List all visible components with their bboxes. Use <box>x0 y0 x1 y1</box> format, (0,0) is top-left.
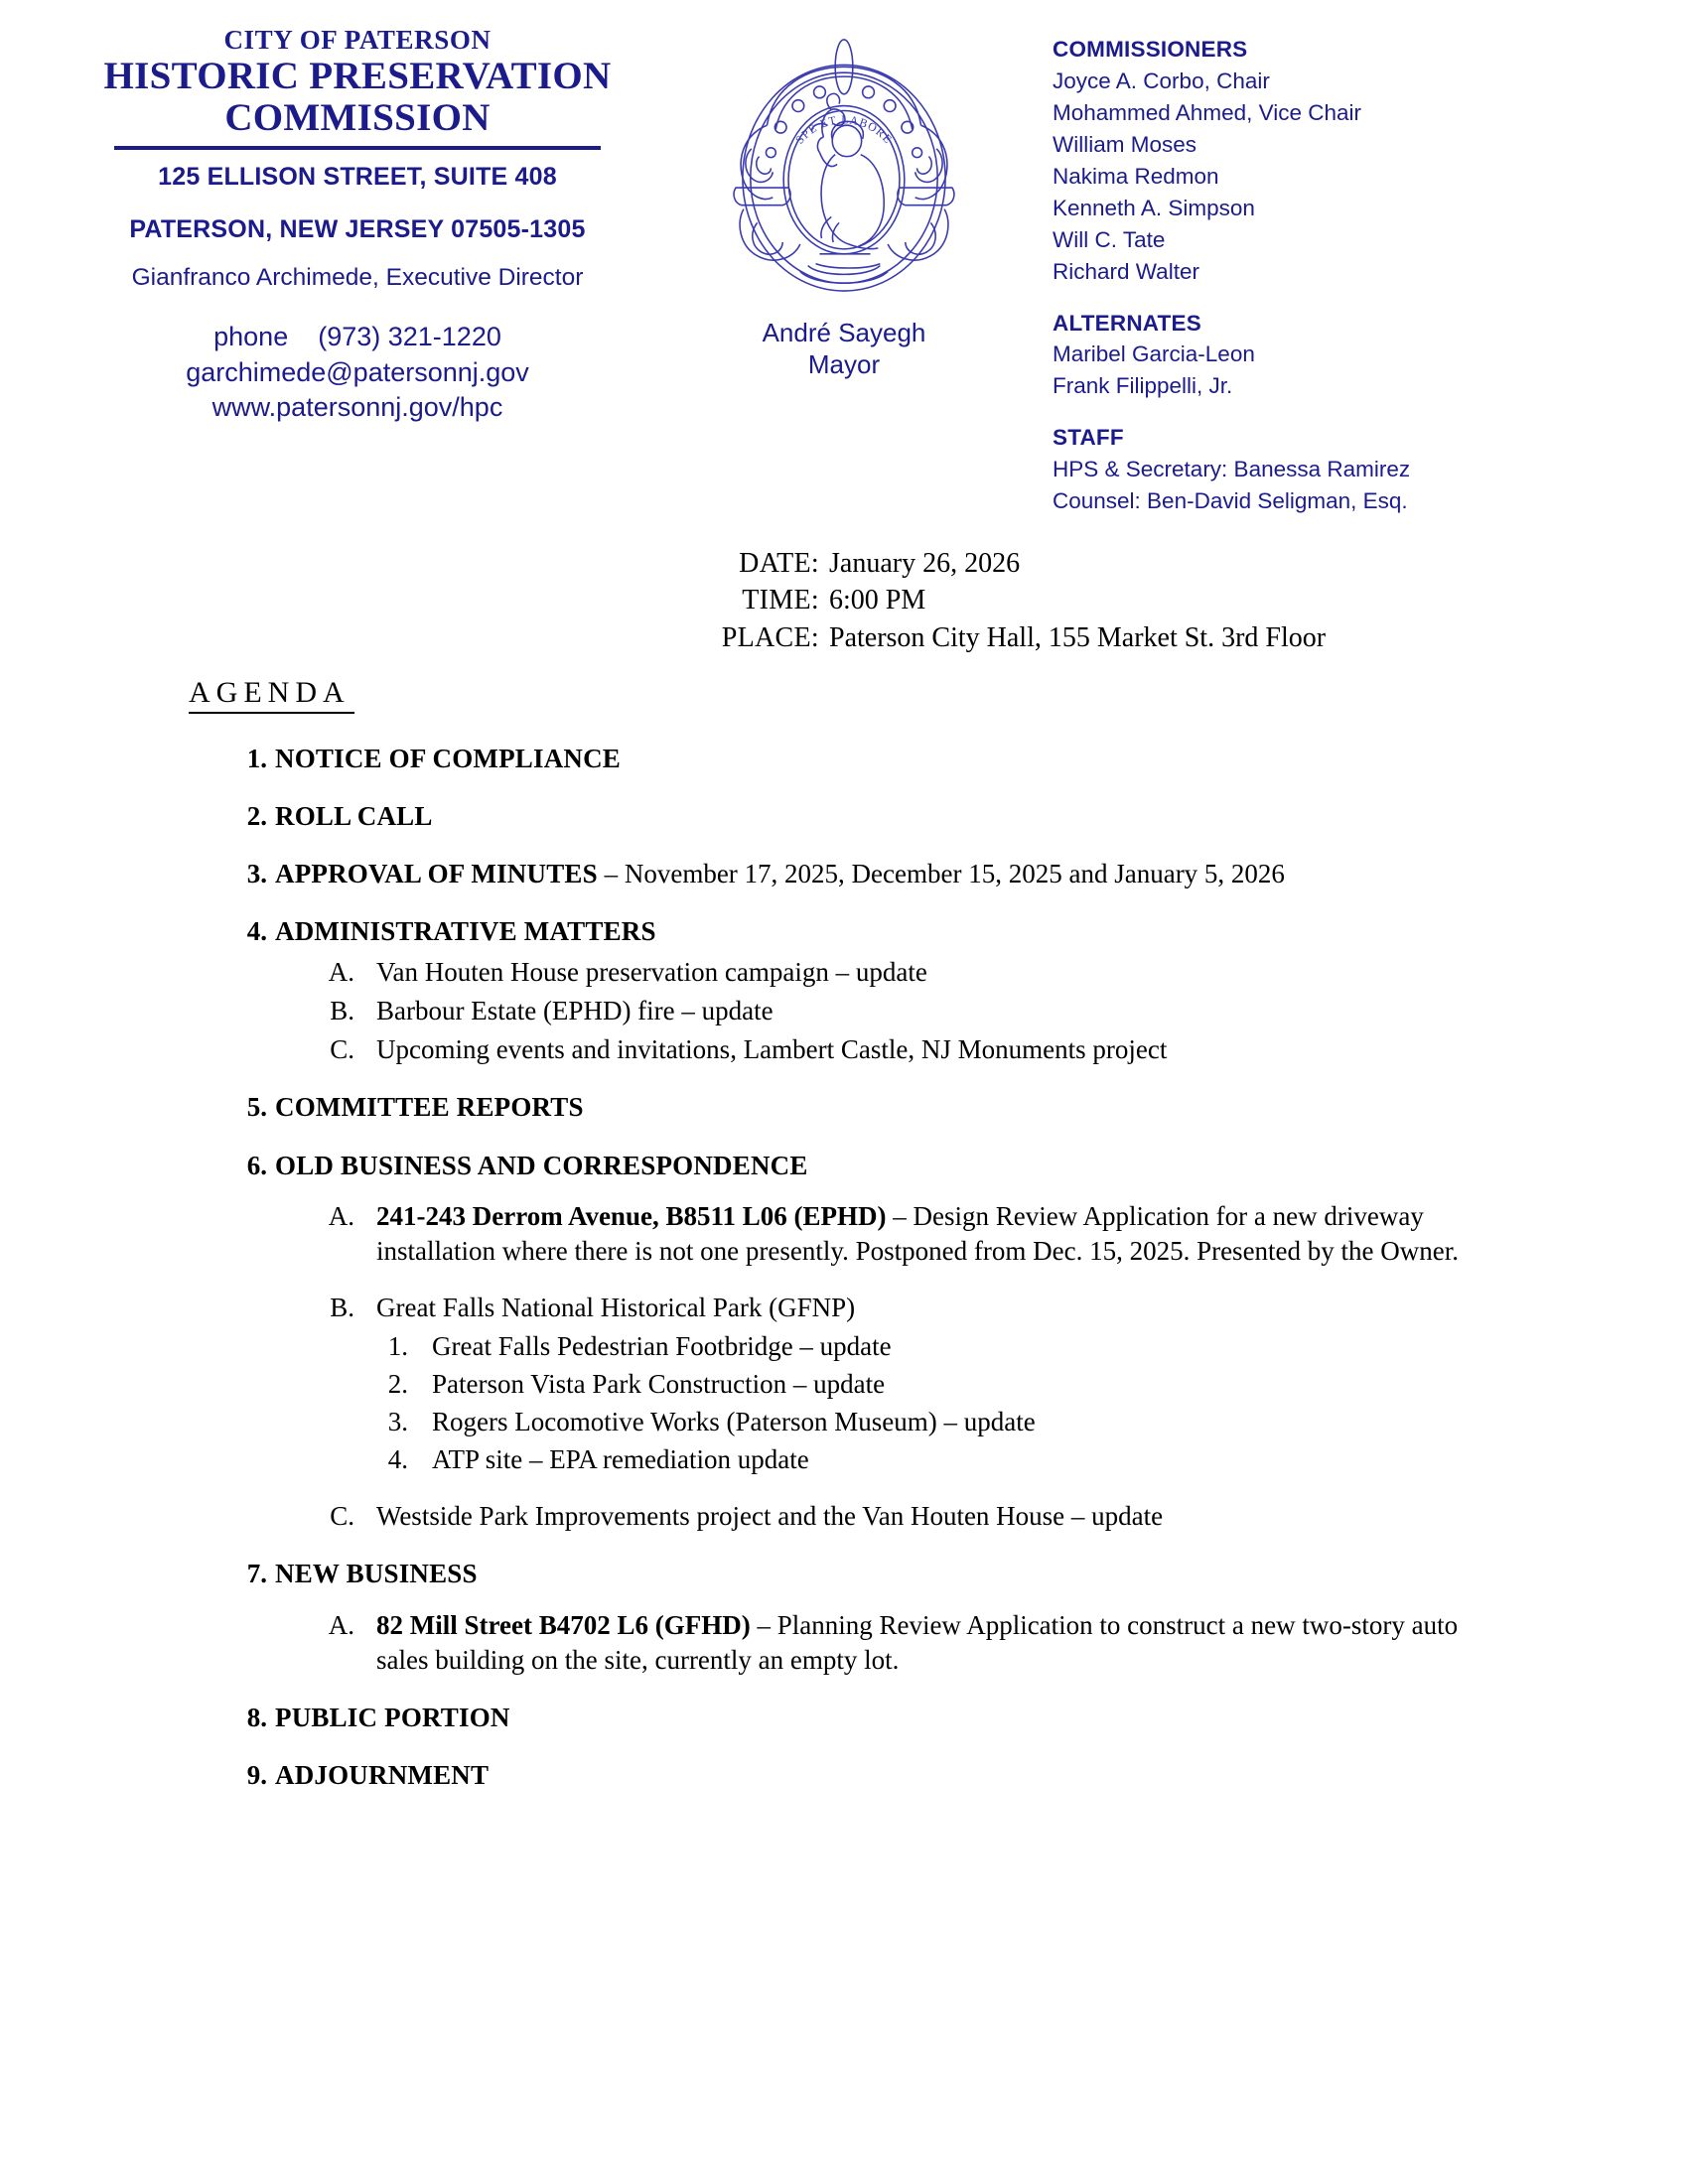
letterhead-left-block <box>40 26 675 426</box>
agenda-item-6b2 <box>376 1367 1479 1402</box>
agenda-item-number: 7. <box>246 1559 267 1589</box>
agenda-item-8 <box>233 1701 1479 1735</box>
agenda-subitem-letter: B. <box>330 996 354 1026</box>
agenda-subitem-text: Van Houten House preservation campaign – update <box>376 957 927 988</box>
page-title: AGENDA <box>189 676 354 714</box>
address-line-1: 125 ELLISON STREET, SUITE 408 <box>158 162 557 191</box>
staff-member: HPS & Secretary: Banessa Ramirez <box>1053 457 1411 482</box>
place-label: PLACE: <box>721 621 819 653</box>
date-value: January 26, 2026 <box>829 548 1021 580</box>
contact-block <box>40 320 675 426</box>
commissioner-name: Richard Walter <box>1053 258 1199 284</box>
agenda-item-5 <box>233 1090 1479 1125</box>
time-label: TIME: <box>742 585 819 616</box>
agenda-subsubitem-number: 4. <box>387 1444 408 1475</box>
alternate-name: Frank Filippelli, Jr. <box>1053 373 1233 399</box>
agenda-subitem-address: 241-243 Derrom Avenue, B8511 L06 (EPHD) <box>376 1200 887 1231</box>
meeting-time-row <box>695 582 1688 618</box>
agenda-item-number: 3. <box>246 859 267 889</box>
meeting-date-row <box>695 545 1688 582</box>
date-label: DATE: <box>739 548 819 580</box>
agenda-subitem-letter: B. <box>330 1292 354 1322</box>
agenda-item-number: 9. <box>246 1759 267 1790</box>
agenda-subsubitem-number: 2. <box>387 1369 408 1400</box>
agenda-subsubitem-text: Great Falls Pedestrian Footbridge – update <box>432 1330 892 1361</box>
agenda-subsubitem-number: 1. <box>387 1330 408 1361</box>
letterhead-right-block <box>1013 26 1648 517</box>
agenda-item-4 <box>233 914 1479 1067</box>
agenda-item-title: COMMITTEE REPORTS <box>275 1092 584 1123</box>
address-line-2: PATERSON, NEW JERSEY 07505-1305 <box>129 214 586 243</box>
commissioner-name: Mohammed Ahmed, Vice Chair <box>1053 99 1361 125</box>
agenda-item-title: NEW BUSINESS <box>275 1559 478 1589</box>
agenda-subsubitem-text: ATP site – EPA remediation update <box>432 1444 809 1475</box>
agenda-item-4b <box>319 994 1479 1028</box>
agenda-item-7-sublist <box>275 1608 1479 1678</box>
agenda-item-6b3 <box>376 1405 1479 1439</box>
agenda-item-7a <box>319 1608 1479 1678</box>
agenda-item-title: ROLL CALL <box>275 800 433 831</box>
agenda-item-title: ADMINISTRATIVE MATTERS <box>275 916 656 947</box>
letterhead <box>0 0 1688 517</box>
staff-group <box>1053 422 1648 517</box>
agenda-subsubitem-number: 3. <box>387 1407 408 1437</box>
agenda-item-title: PUBLIC PORTION <box>275 1702 510 1732</box>
agenda-item-number: 5. <box>246 1092 267 1123</box>
agenda-item-4c <box>319 1032 1479 1067</box>
agenda-subitem-text: – Planning Review Application to construct a new two-story auto sales building on the site, currently an empty lot. <box>376 1609 1459 1675</box>
agenda-item-title: APPROVAL OF MINUTES <box>275 859 598 889</box>
agenda-item-6c <box>319 1499 1479 1534</box>
city-name: CITY OF PATERSON <box>223 25 492 55</box>
agenda-subitem-letter: A. <box>328 1200 354 1231</box>
agenda-item-3 <box>233 857 1479 891</box>
agenda-item-4a <box>319 955 1479 990</box>
alternate-name: Maribel Garcia-Leon <box>1053 341 1255 367</box>
mayor-name: André Sayegh <box>762 318 926 347</box>
agenda-subitem-address: 82 Mill Street B4702 L6 (GFHD) <box>376 1609 751 1640</box>
agenda-item-6b <box>319 1291 1479 1325</box>
agenda-item-number: 6. <box>246 1150 267 1180</box>
agenda-item-title: OLD BUSINESS AND CORRESPONDENCE <box>275 1150 808 1180</box>
agenda-item-1 <box>233 742 1479 776</box>
seal-motto-text: SPE ET LABORE <box>792 113 896 147</box>
staff-heading: STAFF <box>1053 425 1124 451</box>
commissioner-name: Kenneth A. Simpson <box>1053 195 1255 220</box>
meeting-place-row <box>695 619 1688 656</box>
agenda-subsubitem-text: Rogers Locomotive Works (Paterson Museum) – update <box>432 1407 1036 1437</box>
agenda-subitem-text: Westside Park Improvements project and the Van Houten House – update <box>376 1501 1164 1532</box>
city-seal-icon <box>720 32 968 295</box>
agenda-subitem-letter: C. <box>330 1034 354 1065</box>
staff-member: Counsel: Ben-David Seligman, Esq. <box>1053 488 1408 514</box>
executive-director: Gianfranco Archimede, Executive Director <box>131 263 584 291</box>
phone-label: phone <box>213 321 289 351</box>
agenda-item-number: 8. <box>246 1702 267 1732</box>
meeting-info-block <box>0 545 1688 656</box>
agenda-item-number: 1. <box>246 743 267 773</box>
commissioner-name: Nakima Redmon <box>1053 163 1219 189</box>
agenda-subitem-text: Barbour Estate (EPHD) fire – update <box>376 996 774 1026</box>
commissioner-name: Joyce A. Corbo, Chair <box>1053 68 1270 93</box>
agenda-item-detail: – November 17, 2025, December 15, 2025 and January 5, 2026 <box>597 859 1285 889</box>
agenda-item-title: NOTICE OF COMPLIANCE <box>275 743 622 773</box>
time-value: 6:00 PM <box>829 585 926 616</box>
phone-number: (973) 321-1220 <box>318 321 501 351</box>
commissioners-group <box>1053 34 1648 288</box>
place-value: Paterson City Hall, 155 Market St. 3rd Floor <box>829 621 1327 653</box>
agenda-item-6a <box>319 1199 1479 1269</box>
email-address[interactable]: garchimede@patersonnj.gov <box>186 356 529 387</box>
agenda-item-title: ADJOURNMENT <box>275 1759 490 1790</box>
agenda-item-6b4 <box>376 1442 1479 1477</box>
agenda-subitem-letter: C. <box>330 1501 354 1532</box>
commissioner-name: William Moses <box>1053 131 1197 157</box>
agenda-subsubitem-text: Paterson Vista Park Construction – update <box>432 1369 886 1400</box>
agenda-item-number: 2. <box>246 800 267 831</box>
website-url[interactable]: www.patersonnj.gov/hpc <box>211 392 503 423</box>
agenda-item-9 <box>233 1758 1479 1793</box>
alternates-group <box>1053 308 1648 403</box>
org-name-line1: HISTORIC PRESERVATION <box>103 54 612 97</box>
agenda-subitem-text: Great Falls National Historical Park (GFNP) <box>376 1292 856 1322</box>
agenda-item-6b1 <box>376 1329 1479 1364</box>
agenda-item-number: 4. <box>246 916 267 947</box>
letterhead-center-block <box>675 26 1013 380</box>
commissioner-name: Will C. Tate <box>1053 226 1166 252</box>
letterhead-divider <box>114 146 601 150</box>
agenda-subitem-text: – Design Review Application for a new driveway installation where there is not one presently. Postponed from Dec. 15, 2025. Presented by the Owner. <box>376 1200 1460 1266</box>
mayor-title: Mayor <box>807 349 881 380</box>
alternates-heading: ALTERNATES <box>1053 310 1201 336</box>
phone-row <box>40 320 675 355</box>
org-name-line2: COMMISSION <box>224 95 491 139</box>
agenda-item-6 <box>233 1149 1479 1535</box>
agenda-list <box>0 742 1688 1793</box>
agenda-item-6-sublist <box>275 1199 1479 1535</box>
agenda-item-4-sublist <box>275 955 1479 1067</box>
agenda-subitem-letter: A. <box>328 957 354 988</box>
commissioners-heading: COMMISSIONERS <box>1053 37 1248 62</box>
agenda-title-wrap <box>0 656 1688 714</box>
agenda-subitem-text: Upcoming events and invitations, Lambert Castle, NJ Monuments project <box>376 1034 1168 1065</box>
agenda-item-2 <box>233 799 1479 834</box>
agenda-subitem-letter: A. <box>328 1609 354 1640</box>
agenda-item-7 <box>233 1557 1479 1677</box>
